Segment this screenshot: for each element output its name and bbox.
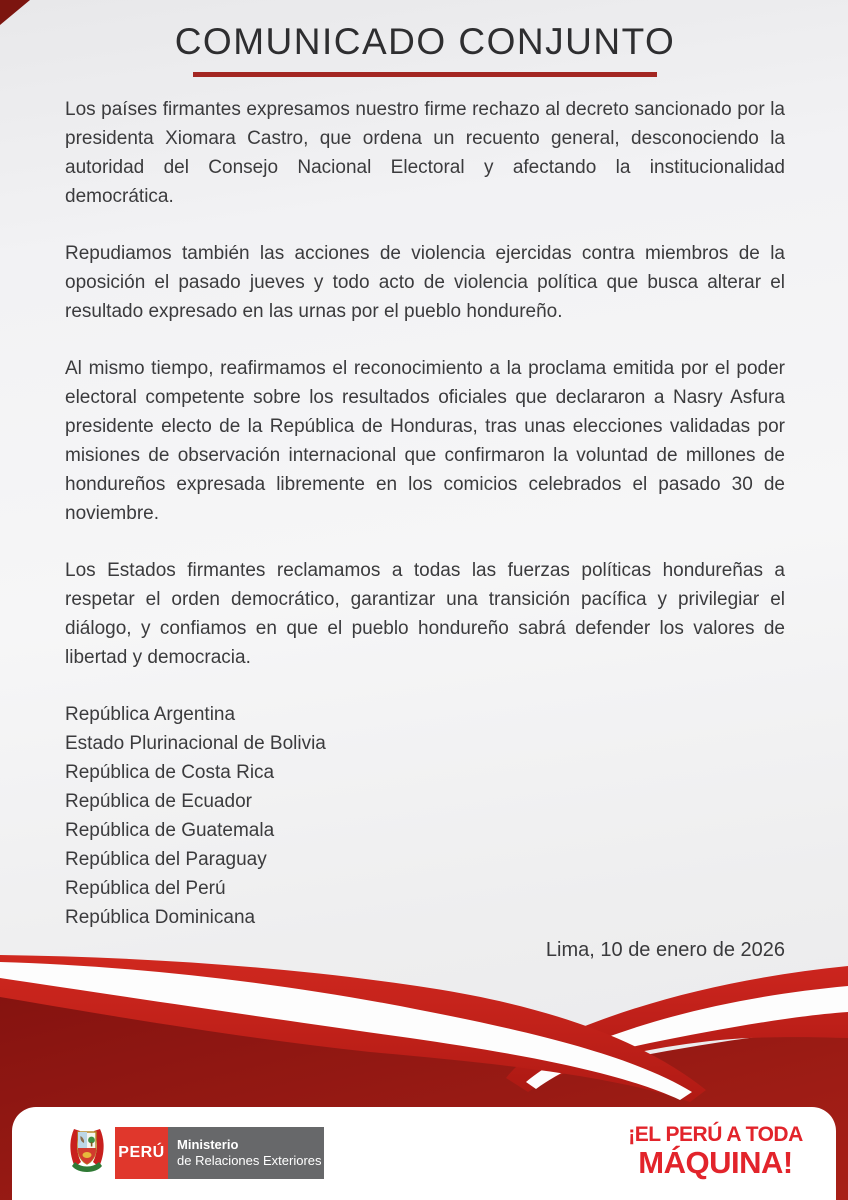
signatory-item: República del Paraguay bbox=[65, 849, 267, 870]
ministry-name-line1: Ministerio bbox=[177, 1137, 239, 1152]
paragraph: Los países firmantes expresamos nuestro firme rechazo al decreto sancionado por la presidenta Xiomara Castro, que ordena un recuento general, desconociendo la autoridad del Consejo Nacional Electoral y afectando la institucionalidad democrática. bbox=[65, 99, 785, 207]
government-slogan bbox=[608, 1124, 823, 1178]
corner-accent-shape bbox=[0, 0, 30, 25]
signatory-item: República del Perú bbox=[65, 878, 226, 899]
ministry-name-line2: de Relaciones Exteriores bbox=[177, 1153, 322, 1168]
ministry-name-box bbox=[168, 1127, 324, 1179]
slogan-line1: ¡EL PERÚ A TODA bbox=[628, 1123, 803, 1146]
footer-card bbox=[12, 1107, 836, 1200]
peru-brand-box bbox=[115, 1127, 168, 1179]
signatory-item: República Dominicana bbox=[65, 907, 256, 928]
slogan-line2: MÁQUINA! bbox=[638, 1145, 793, 1180]
paragraph: Los Estados firmantes reclamamos a todas las fuerzas políticas hondureñas a respetar el orden democrático, garantizar una transición pacífica y privilegiar el diálogo, y confiamos en que el pueblo hondureño sabrá defender los valores de libertad y democracia. bbox=[65, 560, 785, 668]
signatory-item: República Argentina bbox=[65, 704, 236, 725]
signatory-item: República de Costa Rica bbox=[65, 762, 275, 783]
signatory-item: República de Ecuador bbox=[65, 791, 252, 812]
signatory-list bbox=[65, 700, 785, 932]
paragraph: Al mismo tiempo, reafirmamos el reconocimiento a la proclama emitida por el poder electoral competente sobre los resultados oficiales que declararon a Nasry Asfura presidente electo de la República de Honduras, tras unas elecciones validadas por misiones de observación internacional que confirmaron la voluntad de millones de hondureños expresada libremente en los comicios celebrados el pasado 30 de noviembre. bbox=[65, 358, 785, 524]
dateline: Lima, 10 de enero de 2026 bbox=[545, 939, 785, 961]
peru-coat-of-arms-icon bbox=[66, 1126, 108, 1180]
peru-brand-label: PERÚ bbox=[118, 1144, 165, 1161]
title-underline bbox=[193, 72, 657, 77]
signatory-item: República de Guatemala bbox=[65, 820, 275, 841]
ministry-logo bbox=[66, 1126, 324, 1180]
paragraph: Repudiamos también las acciones de violencia ejercidas contra miembros de la oposición el pasado jueves y todo acto de violencia política que busca alterar el resultado expresado en las urnas por el pueblo hondureño. bbox=[65, 243, 785, 322]
signatory-item: Estado Plurinacional de Bolivia bbox=[65, 733, 326, 754]
page-title: COMUNICADO CONJUNTO bbox=[174, 21, 676, 62]
document-body bbox=[65, 0, 785, 962]
